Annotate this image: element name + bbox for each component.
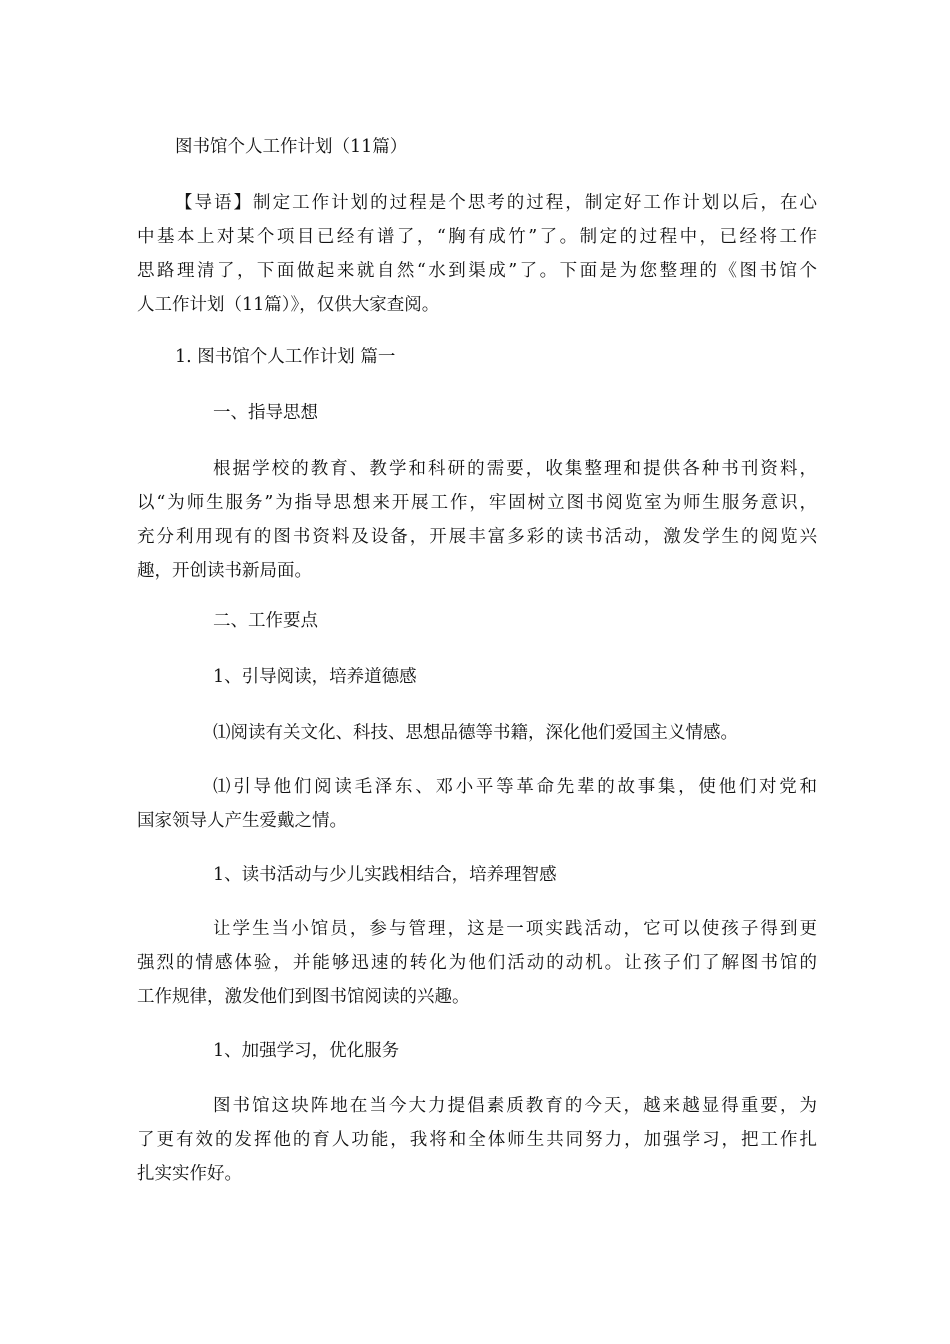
intro-line: 【导语】制定工作计划的过程是个思考的过程，制定好工作计划以后，在心	[175, 193, 817, 213]
section-heading: 1. 图书馆个人工作计划 篇一	[175, 347, 396, 367]
point-3-title: 1、加强学习，优化服务	[213, 1041, 400, 1061]
point-3-paragraph	[137, 1089, 817, 1191]
heading-points-block	[137, 604, 817, 638]
point-1-item-b	[137, 770, 817, 838]
point-1-title: 1、引导阅读，培养道德感	[213, 667, 417, 687]
document-title: 图书馆个人工作计划（11篇）	[175, 137, 408, 157]
point-3-title-block	[137, 1034, 817, 1068]
guiding-line: 充分利用现有的图书资料及设备，开展丰富多彩的读书活动，激发学生的阅览兴	[137, 527, 817, 547]
point-1-title-block	[137, 660, 817, 694]
guiding-line: 趣，开创读书新局面。	[137, 561, 312, 581]
point-2-paragraph	[137, 912, 817, 1014]
intro-paragraph	[137, 186, 817, 322]
heading-guiding-block	[137, 396, 817, 430]
point-2-line: 让学生当小馆员，参与管理，这是一项实践活动，它可以使孩子得到更	[213, 919, 817, 939]
point-2-title: 1、读书活动与少儿实践相结合，培养理智感	[213, 865, 557, 885]
intro-line: 思路理清了，下面做起来就自然“水到渠成”了。下面是为您整理的《图书馆个	[137, 261, 817, 281]
point-2-line: 工作规律，激发他们到图书馆阅读的兴趣。	[137, 987, 470, 1007]
guiding-line: 根据学校的教育、教学和科研的需要，收集整理和提供各种书刊资料，	[213, 459, 817, 479]
intro-line: 人工作计划（11篇）》，仅供大家查阅。	[137, 295, 440, 315]
point-1-item-b-line: ⑴引导他们阅读毛泽东、邓小平等革命先辈的故事集，使他们对党和	[213, 777, 817, 797]
point-1-item-a: ⑴阅读有关文化、科技、思想品德等书籍，深化他们爱国主义情感。	[213, 723, 738, 743]
heading-guiding: 一、指导思想	[213, 403, 318, 423]
point-1-item-b-line: 国家领导人产生爱戴之情。	[137, 811, 347, 831]
point-1-item-a-block	[137, 716, 817, 750]
document-title-block	[137, 130, 817, 164]
point-3-line: 了更有效的发挥他的育人功能，我将和全体师生共同努力，加强学习，把工作扎	[137, 1130, 817, 1150]
point-3-line: 图书馆这块阵地在当今大力提倡素质教育的今天，越来越显得重要，为	[213, 1096, 817, 1116]
point-3-line: 扎实实作好。	[137, 1164, 242, 1184]
guiding-paragraph	[137, 452, 817, 588]
intro-line: 中基本上对某个项目已经有谱了，“胸有成竹”了。制定的过程中，已经将工作	[137, 227, 817, 247]
point-2-title-block	[137, 858, 817, 892]
guiding-line: 以“为师生服务”为指导思想来开展工作，牢固树立图书阅览室为师生服务意识，	[137, 493, 817, 513]
heading-points: 二、工作要点	[213, 611, 318, 631]
point-2-line: 强烈的情感体验，并能够迅速的转化为他们活动的动机。让孩子们了解图书馆的	[137, 953, 817, 973]
section-heading-block	[137, 340, 817, 374]
